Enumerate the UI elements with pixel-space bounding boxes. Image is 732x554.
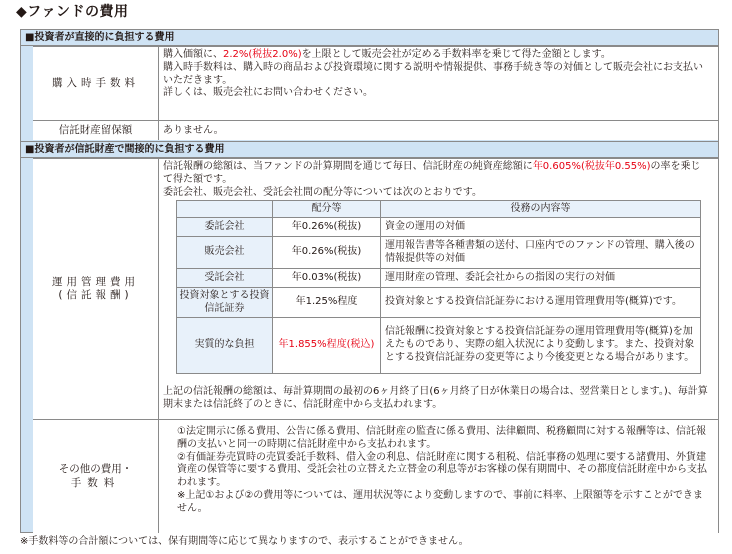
purchase-fee-label: 購入時手数料 xyxy=(33,47,159,120)
fee-table-container xyxy=(20,29,719,533)
table-header-party xyxy=(177,201,273,218)
table-cell-service: 運用財産の管理、委託会社からの指図の実行の対価 xyxy=(381,269,701,288)
table-header-row xyxy=(177,201,701,218)
table-header-rate: 配分等 xyxy=(273,201,381,218)
management-fee-outro: 上記の信託報酬の総額は、毎計算期間の最初の6ヶ月終了日(6ヶ月終了日が休業日の場合は、翌営業日とします。)、毎計算期末または信託終了のときに、信託財産中から支払われます。 xyxy=(163,386,708,410)
table-row xyxy=(177,269,701,288)
table-cell-rate: 年1.25%程度 xyxy=(273,288,381,318)
management-fee-intro: 信託報酬の総額は、当ファンドの計算期間を通じて毎日、信託財産の純資産総額に年0.605%(税抜年0.55%)の率を乗じて得た額です。 xyxy=(163,161,701,185)
table-cell-rate: 年0.26%(税抜) xyxy=(273,237,381,269)
trust-reserve-content: ありません。 xyxy=(163,125,224,136)
purchase-fee-max-rate: 2.2%(税抜2.0%) xyxy=(223,49,302,60)
other-fees-label xyxy=(33,420,159,533)
table-cell-service: 運用報告書等各種書類の送付、口座内でのファンドの管理、購入後の情報提供等の対価 xyxy=(381,237,701,269)
table-cell-rate: 年0.03%(税抜) xyxy=(273,269,381,288)
management-fee-intro2: 委託会社、販売会社、受託会社間の配分等については次のとおりです。 xyxy=(163,186,482,198)
other-fees-item3: ※上記①および②の費用等については、運用状況等により変動しますので、事前に料率、上限額等を示すことができません。 xyxy=(177,489,703,514)
management-fee-label xyxy=(33,159,159,419)
table-cell-service: 資金の運用の対価 xyxy=(381,218,701,237)
table-header-service: 役務の内容等 xyxy=(381,201,701,218)
table-cell-party: 投資対象とする投資信託証券 xyxy=(177,288,273,318)
other-fees-label-line2: 手数料 xyxy=(70,476,121,489)
page-title: ◆ファンドの費用 xyxy=(16,4,129,20)
table-cell-party: 実質的な負担 xyxy=(177,318,273,374)
table-row xyxy=(177,288,701,318)
indirect-section-header: ■投資者が信託財産で間接的に負担する費用 xyxy=(21,141,718,158)
fee-allocation-table xyxy=(176,200,701,374)
purchase-fee-row xyxy=(33,46,718,120)
management-fee-label-line1: 運用管理費用 xyxy=(52,275,139,288)
direct-section-header: ■投資者が直接的に負担する費用 xyxy=(21,30,718,46)
purchase-fee-line1: 購入価額に、2.2%(税抜2.0%)を上限として販売会社が定める手数料率を乗じて得た金額とします。 xyxy=(163,49,611,60)
management-fee-total-rate: 年0.605%(税抜年0.55%) xyxy=(532,161,651,172)
table-cell-service: 投資対象とする投資信託証券における運用管理費用等(概算)です。 xyxy=(381,288,701,318)
table-cell-service: 信託報酬に投資対象とする投資信託証券の運用管理費用等(概算)を加えたものであり、実際の組入状況により変動します。また、投資対象とする投資信託証券の変更等により今後変更となる場合があります。 xyxy=(381,318,701,374)
other-fees-item2: ②有価証券売買時の売買委託手数料、借入金の利息、信託財産に関する租税、信託事務の処理に要する諸費用、外貨建資産の保管等に要する費用、受託会社の立替えた立替金の利息等がお客様の保有期間中、その都度信託財産中から支払われます。 xyxy=(177,451,707,489)
trust-reserve-label: 信託財産留保額 xyxy=(33,121,159,140)
table-cell-party: 販売会社 xyxy=(177,237,273,269)
management-fee-content xyxy=(159,159,718,419)
table-cell-party: 委託会社 xyxy=(177,218,273,237)
management-fee-label-line2: (信託報酬) xyxy=(58,289,133,301)
purchase-fee-line3: 詳しくは、販売会社にお問い合わせください。 xyxy=(163,87,373,99)
other-fees-row xyxy=(33,419,718,533)
other-fees-label-line1: その他の費用・ xyxy=(58,463,133,476)
management-fee-row xyxy=(33,158,718,419)
table-row xyxy=(177,237,701,269)
table-cell-party: 受託会社 xyxy=(177,269,273,288)
table-row xyxy=(177,318,701,374)
table-row xyxy=(177,218,701,237)
table-cell-rate: 年0.26%(税抜) xyxy=(273,218,381,237)
other-fees-item1: ①法定開示に係る費用、公告に係る費用、信託財産の監査に係る費用、法律顧問、税務顧問に対する報酬等は、信託報酬の支払いと同一の時期に信託財産中から支払われます。 xyxy=(177,426,706,450)
footnote: ※手数料等の合計額については、保有期間等に応じて異なりますので、表示することができません。 xyxy=(20,536,469,547)
table-cell-rate: 年1.855%程度(税込) xyxy=(273,318,381,374)
purchase-fee-content xyxy=(159,47,718,120)
purchase-fee-line2: 購入時手数料は、購入時の商品および投資環境に関する説明や情報提供、事務手続き等の対価として販売会社にお支払いいただきます。 xyxy=(163,61,703,86)
other-fees-content xyxy=(159,420,718,533)
trust-reserve-row xyxy=(33,120,718,140)
